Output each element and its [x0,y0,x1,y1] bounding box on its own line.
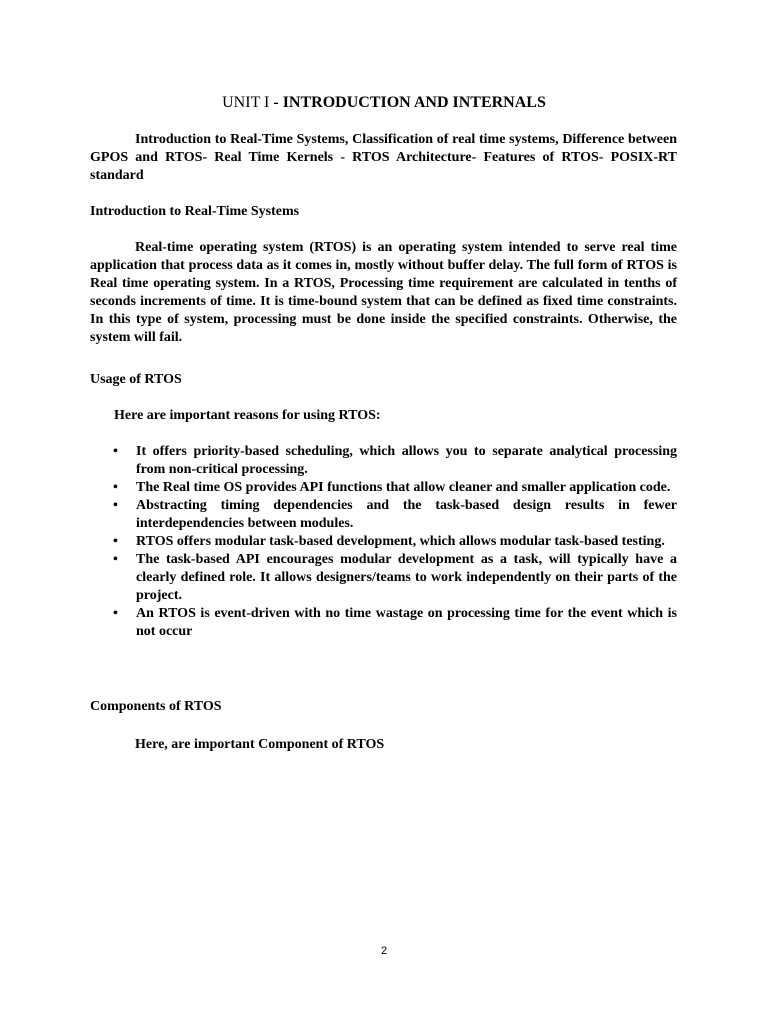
unit-overview: Introduction to Real-Time Systems, Classification of real time systems, Difference between GPOS and RTOS- Real Time Kernels - RTOS Architecture- Features of RTOS- POSIX-RT standard [90,132,677,183]
section-heading-introduction: Introduction to Real-Time Systems [90,204,300,219]
bullet-icon: • [113,534,118,549]
section-heading-components: Components of RTOS [90,699,222,714]
list-item-text: It offers priority-based scheduling, which allows you to separate analytical processing from non-critical processing. [136,444,677,477]
title-unit: UNIT I [222,94,270,111]
bullet-icon: • [113,498,118,513]
bullet-icon: • [113,552,118,567]
list-item-text: The task-based API encourages modular development as a task, will typically have a clearly defined role. It allows designers/teams to work independently on their parts of the project. [136,552,677,603]
list-item-text: RTOS offers modular task-based development, which allows modular task-based testing. [136,534,665,549]
list-item [90,497,677,533]
list-item [90,533,677,551]
section-heading-usage: Usage of RTOS [90,372,182,387]
list-item [90,443,677,479]
list-item [90,551,677,605]
components-lead-text: Here, are important Component of RTOS [135,737,385,752]
page-number: 2 [380,945,388,957]
rtos-definition-paragraph: Real-time operating system (RTOS) is an operating system intended to serve real time application that process data as it comes in, mostly without buffer delay. The full form of RTOS is Real time operating system. In a RTOS, Processing time requirement are calculated in tenths of seconds increments of time. It is time-bound system that can be defined as fixed time constraints. In this type of system, processing must be done inside the specified constraints. Otherwise, the system will fail. [90,240,677,345]
list-item [90,605,677,641]
list-item-text: The Real time OS provides API functions that allow cleaner and smaller application code. [136,480,671,495]
bullet-icon: • [113,480,118,495]
bullet-icon: • [113,444,118,459]
page-title [0,93,768,113]
list-item-text: Abstracting timing dependencies and the task-based design results in fewer interdependencies between modules. [136,498,677,531]
usage-bullet-list [90,443,677,641]
usage-lead-text: Here are important reasons for using RTOS: [114,408,381,423]
list-item [90,479,677,497]
list-item-text: An RTOS is event-driven with no time wastage on processing time for the event which is not occur [136,606,677,639]
bullet-icon: • [113,606,118,621]
title-text: - INTRODUCTION AND INTERNALS [269,94,546,111]
